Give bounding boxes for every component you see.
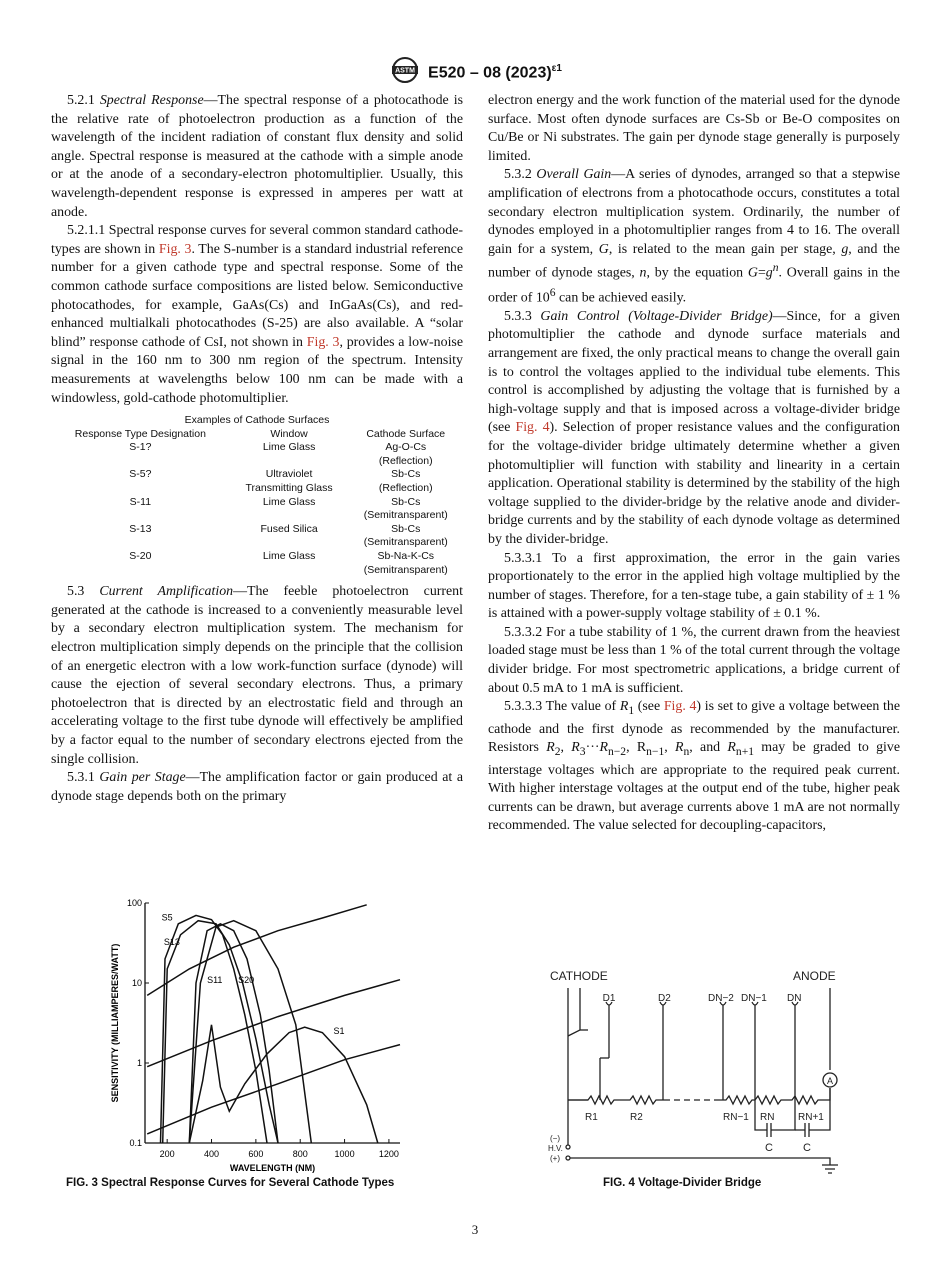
fig3-spectral-response-chart (100, 895, 410, 1175)
resistor-label: RN−1 (723, 1112, 749, 1123)
table-row (51, 523, 463, 537)
table-cell: (Reflection) (378, 482, 433, 495)
table-cell: (Semitransparent) (363, 563, 448, 576)
paragraph-5-3-1: 5.3.1 Gain per Stage—The amplification factor or gain produced at a dynode stage depends both on the primary (51, 770, 463, 804)
curve-label: S13 (163, 936, 180, 947)
paragraph-5-2-1: 5.2.1 Spectral Response—The spectral response of a photocathode is the relative rate of photoelectron production as a function of the wavelength of the incident radiation of constant flux density and solid angle. Spectral response is measured at the cathode with a simple anode or at the anode of a secondary-electron photomultiplier. Usually, this wavelength-dependent response is expressed in amperes per watt at anode. (51, 93, 463, 220)
table-row (51, 564, 463, 578)
left-column (51, 92, 463, 806)
fig3-caption: FIG. 3 Spectral Response Curves for Several Cathode Types (66, 1177, 395, 1189)
table-cell: S-5? (129, 468, 152, 481)
paragraph-5-3-3-3: 5.3.3.3 The value of $R_1$ (see Fig. 4) is set to give a voltage between the cathode and the first dynode as recommended by the manufacturer. Resistors $R_2$, $R_3\cdot\cdot\cdot R_{n-2}$, $R_{n-1}$, $R_n$, and $R_{n+1}$ may be graded to give interstage voltages which are appropriate to the required peak current. With higher interstage voltages at the output end of the tube, higher peak currents can be drawn, but average currents above 1 mA are not normally recommended. The value selected for decoupling-capacitors, (488, 699, 901, 834)
resistor-label: RN (760, 1112, 775, 1123)
x-tick-label: 200 (159, 1149, 175, 1159)
paragraph-5-3-2: 5.3.2 Overall Gain—A series of dynodes, arranged so that a stepwise amplification of electrons from a photocathode occurs, constitutes a total secondary electron multiplication system. Ordinarily, the number of dynodes employed in a photomultiplier ranges from 4 to 16. The overall gain for a system, G, is related to the mean gain per stage, g, and the number of dynode stages, n, by the equation $G=g^n$. Overall gains in the order of $10^6$ can be achieved easily. (488, 167, 901, 306)
table-cell (230, 455, 349, 469)
table-cell (230, 536, 349, 550)
astm-logo (388, 56, 422, 89)
dynode-label: DN (787, 993, 802, 1004)
table-cell: Sb-Cs (391, 468, 421, 481)
ammeter-label: A (827, 1076, 834, 1086)
table-header: Window (270, 427, 308, 440)
table-cell: S-13 (129, 522, 152, 535)
x-tick-label: 1200 (378, 1149, 399, 1159)
page-header (0, 56, 950, 89)
table-cell (51, 509, 230, 523)
table-header-row (51, 428, 463, 442)
y-tick-label: 0.1 (129, 1138, 142, 1148)
table-cell: Lime Glass (262, 495, 316, 508)
table-cell (230, 564, 349, 578)
table-row (51, 482, 463, 496)
table-cell (51, 455, 230, 469)
paragraph-5-3-3-2: 5.3.3.2 For a tube stability of 1 %, the current drawn from the heaviest loaded stage must be less than 1 % of the total current through the voltage divider bridge. For most spectrometric applications, a bridge current of about 0.5 mA to 1 mA is sufficient. (488, 624, 900, 696)
fig4-link-2[interactable]: Fig. 4 (663, 699, 697, 715)
curve-label: S1 (333, 1026, 345, 1037)
dynode-label: D2 (658, 993, 671, 1004)
right-column (488, 92, 900, 836)
table-row (51, 496, 463, 510)
paragraph-5-3: 5.3 Current Amplification—The feeble photoelectron current generated at the cathode is increased to a conveniently measurable level by a secondary electron multiplication system. The mechanism for electron multiplication simply depends on the principle that the collision of an energetic electron with a low work-function surface (dynode) will cause the ejection of several secondary electrons. Thus, a primary photoelectron that is directed by an electrostatic field and through an accelerating voltage to the first tube dynode will effectively be amplified by a factor equal to the number of secondary electrons ejected from the single collision. (51, 584, 463, 767)
table-cell (51, 482, 230, 496)
paragraph-5-3-3: 5.3.3 Gain Control (Voltage-Divider Bridge)—Since, for a given photomultiplier the cathode and dynode surface materials and arrangement are fixed, the only practical means to change the overall gain is to control the voltages applied to the individual tube elements. This control is accomplished by adjusting the voltage that is furnished by a high-voltage supply and that is imposed across a voltage-divider bridge (see Fig. 4). Selection of proper resistance values and the configuration for the voltage-divider bridge ultimately determine whether a given photomultiplier will function with stability and linearity in a certain application. Operational stability is determined by the stability of the high voltage supplied to the divider-bridge by the relative anode and divider-bridge currents and by the stability of each dynode voltage as determined by the divider-bridge. (488, 308, 901, 547)
table-row (51, 550, 463, 564)
table-cell: Sb-Cs (391, 522, 421, 535)
curve-lower-line (147, 1045, 400, 1134)
capacitor-label: C (803, 1142, 811, 1154)
fig3-link-2[interactable]: Fig. 3 (306, 334, 340, 350)
x-tick-label: 1000 (334, 1149, 355, 1159)
circuit-wires (566, 988, 838, 1173)
table-header: Cathode Surface (366, 427, 446, 440)
table-cell: Ag-O-Cs (385, 441, 427, 454)
table-cell (51, 536, 230, 550)
paragraph-5-2-1-1: 5.2.1.1 Spectral response curves for several common standard cathode-types are shown in Fig. 3. The S-number is a standard industrial reference number for a given cathode type and spectral response. Some of the common cathode surface compositions are listed below. Semiconductive photocathodes, for example, GaAs(Cs) and InGaAs(Cs), and red-enhanced multialkali photocathodes (S-25) are also available. A “solar blind” response cathode of CsI, not shown in Fig. 3, provides a low-noise signal in the 160 nm to 300 nm region of the spectrum. Intensity measurements at wavelengths below 100 nm can be made with a windowless, gold-cathode photomultiplier. (51, 223, 464, 406)
curve-label: S20 (238, 975, 255, 985)
y-tick-label: 10 (131, 978, 142, 988)
fig4-voltage-divider-diagram (540, 960, 850, 1175)
table-cell: Lime Glass (262, 550, 316, 563)
table-cell: (Semitransparent) (363, 509, 448, 522)
dynode-label: DN−1 (741, 993, 767, 1004)
table-row (51, 441, 463, 455)
curve-upper-line (147, 905, 367, 996)
resistor-label: RN+1 (798, 1112, 824, 1123)
paragraph-continued: electron energy and the work function of the material used for the dynode surface. Most often dynode surfaces are Cs-Sb or Be-O composites on Cu/Be or Ni substrates. The gain per dynode stage generally is purposely limited. (488, 93, 900, 164)
table-cell (230, 509, 349, 523)
dynode-label: DN−2 (708, 993, 734, 1004)
cathode-surfaces-table (51, 414, 463, 577)
table-row (51, 455, 463, 469)
table-row (51, 468, 463, 482)
fig4-caption: FIG. 4 Voltage-Divider Bridge (603, 1177, 762, 1189)
table-cell: Lime Glass (262, 441, 316, 454)
dynode-label: D1 (602, 993, 616, 1004)
table-row (51, 509, 463, 523)
y-tick-label: 1 (136, 1058, 142, 1068)
paragraph-5-3-3-1: 5.3.3.1 To a first approximation, the error in the gain varies proportionately to the error in the applied high voltage multiplied by the number of stages. Therefore, for a ten-stage tube, a gain stability of ± 1 % is attained with a power-supply voltage stability of ± 0.1 %. (488, 550, 900, 622)
table-cell: (Semitransparent) (363, 536, 448, 549)
curve-label: S5 (161, 912, 173, 923)
hv-label: H.V. (548, 1144, 563, 1153)
y-tick-label: 100 (126, 898, 142, 908)
document-code: E520 – 08 $(2023)^{\varepsilon 1}$ (428, 62, 562, 82)
page-number: 3 (471, 1222, 479, 1237)
fig4-link[interactable]: Fig. 4 (515, 420, 550, 436)
table-cell: Sb-Cs (391, 495, 421, 508)
resistor-label: R1 (585, 1112, 598, 1123)
x-axis-label: WAVELENGTH (NM) (229, 1163, 316, 1173)
table-cell: S-1? (129, 441, 152, 454)
x-tick-label: 400 (204, 1149, 220, 1159)
curve-s1 (189, 1025, 377, 1143)
table-cell: Transmitting Glass (245, 482, 333, 495)
x-tick-label: 600 (248, 1149, 264, 1159)
table-cell: Fused Silica (260, 522, 318, 535)
x-tick-label: 800 (292, 1149, 308, 1159)
hv-plus-label: (+) (550, 1154, 560, 1163)
table-caption: Examples of Cathode Surfaces (184, 414, 330, 427)
anode-label: ANODE (793, 969, 836, 983)
capacitor-label: C (765, 1142, 773, 1154)
table-cell (51, 564, 230, 578)
curve-s5 (161, 912, 268, 1143)
table-cell: Sb-Na-K-Cs (377, 550, 435, 563)
table-row (51, 536, 463, 550)
hv-minus-label: (−) (550, 1134, 560, 1143)
y-axis-label: SENSITIVITY (MILLIAMPERES/WATT) (110, 943, 120, 1103)
cathode-label: CATHODE (550, 969, 608, 983)
table-cell: S-11 (129, 495, 152, 508)
table-header: Response Type Designation (74, 427, 206, 440)
curve-middle-line (147, 980, 400, 1067)
fig3-link[interactable]: Fig. 3 (158, 241, 192, 257)
table-cell: S-20 (129, 550, 152, 563)
table-cell: Ultraviolet (265, 468, 313, 481)
table-cell: (Reflection) (378, 454, 433, 467)
resistor-label: R2 (630, 1112, 643, 1123)
curve-label: S11 (207, 975, 223, 985)
svg-text:ASTM: ASTM (395, 67, 415, 75)
